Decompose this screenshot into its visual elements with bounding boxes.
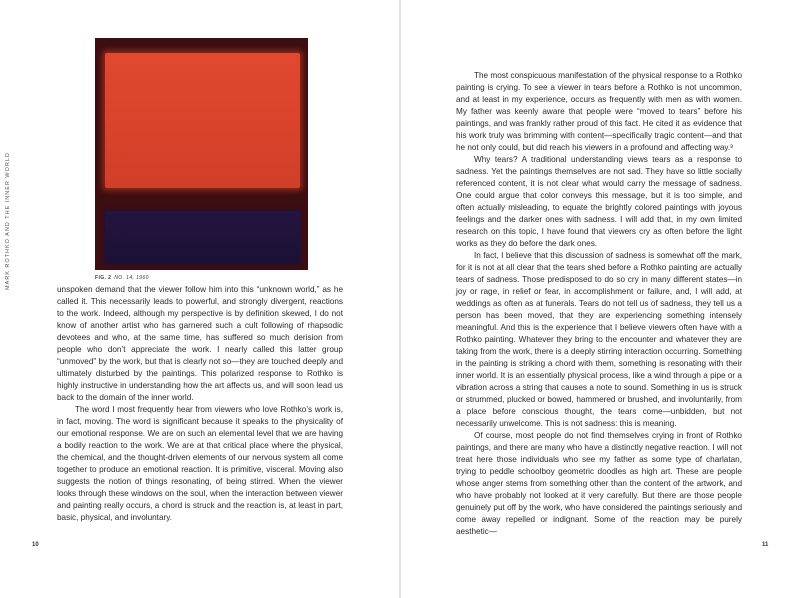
figure-title: NO. 14, 1960 (114, 275, 149, 281)
painting-image (95, 38, 308, 270)
paragraph: Of course, most people do not find themselves crying in front of Rothko paintings, and there are many who have a distinctly negative reaction. I will not treat here those individuals who see my father as some type of charlatan, trying to peddle schoolboy geometric doodles as high art. These are people whose anger stems from something other than the content of the artwork, and who have probably not looked at it very carefully. But there are those people genuinely put off by the work, who have considered the paintings seriously and come away repelled or indignant. Some of the reaction may be purely aesthetic— (456, 431, 742, 536)
page-number-left: 10 (32, 542, 39, 548)
page-number-right: 11 (762, 542, 769, 548)
right-page (401, 0, 800, 598)
left-page (0, 0, 399, 598)
painting-red-block (105, 53, 300, 188)
painting-blue-block (105, 211, 300, 264)
figure-caption (95, 275, 149, 281)
paragraph: In fact, I believe that this discussion of sadness is somewhat off the mark, for it is not at all clear that the tears shed before a Rothko painting are actually tears of sadness. Those predisposed to do so cry in many different states—in joy or rage, in relief or fear, in accomplishment or failure, and, I will add, at weddings as often as at funerals. Tears do not tell us of sadness, they tell us a person has been moved, that they are experiencing something intensely meaningful. And this is the experience that I believe viewers often have with a Rothko painting. Whatever they bring to the encounter and whatever they are taking from the work, there is a deeply stirring interaction occurring. Something in the painting is striking a chord with them, something is resonating with their inner world. It is an essentially physical process, like a wind through a pipe or a vibration across a string that causes a note to sound. Something in us is struck or strummed, plucked or bowed, hammered or brushed, and involuntarily, from a place before conscious thought, the tears come—unbidden, but not necessarily unwelcome. This is not sadness: this is meaning. (456, 251, 742, 428)
paragraph: The most conspicuous manifestation of the physical response to a Rothko painting is crying. To see a viewer in tears before a Rothko is not uncommon, and at least in my experience, occurs as frequently with men as with women. My father was keenly aware that people were “moved to tears” before his paintings, and was frankly rather proud of this fact. He cited it as evidence that his work truly was brimming with content—specifically tragic content—and that he not only could, but did reach his viewers in a profound and affecting way.³ (456, 71, 742, 152)
paragraph: Why tears? A traditional understanding views tears as a response to sadness. Yet the paintings themselves are not sad. They have so little socially referenced content, it is not clear what would carry the message of sadness. One could argue that color conveys this message, but it is too simple, and often actually misleading, to equate the brightly colored paintings with joyous feelings and the darker ones with sadness. I will add that, in my own limited research on this topic, I have found that viewers cry as often before the light works as they do before the dark ones. (456, 155, 742, 248)
left-page-text (57, 284, 343, 524)
paragraph: The word I most frequently hear from viewers who love Rothko’s work is, in fact, moving. The word is significant because it speaks to the physicality of our emotional response. We are on such an elemental level that we are having a bodily reaction to the work. We are at that critical place where the physical, the chemical, and the thought-driven elements of our nervous system all come together to produce an emotional reaction. It is primitive, visceral. Moving also suggests the notion of things resonating, of being stirred. When the viewer looks through these windows on the soul, when the interaction between viewer and painting really occurs, a chord is struck and the reaction is, at least in part, basic, physical, and involuntary. (57, 405, 343, 522)
right-page-text (456, 70, 742, 538)
running-head: MARK ROTHKO AND THE INNER WORLD (5, 152, 11, 290)
figure-label: FIG. 2 (95, 275, 112, 281)
paragraph: unspoken demand that the viewer follow him into this “unknown world,” as he called it. This necessarily leads to powerful, and strongly divergent, reactions to the work. Indeed, although my perspective is by definition skewed, I do not know of another artist who has garnered such a cult following of rhapsodic devotees and who, at the same time, has suffered so much derision from people who don’t appreciate the work. I nearly called this latter group “unmoved” by the work, but that is clearly not so—they are touched deeply and ultimately disturbed by the paintings. This polarized response to Rothko is highly instructive in understanding how the art affects us, and will soon lead us back to the domain of the inner world. (57, 285, 343, 402)
